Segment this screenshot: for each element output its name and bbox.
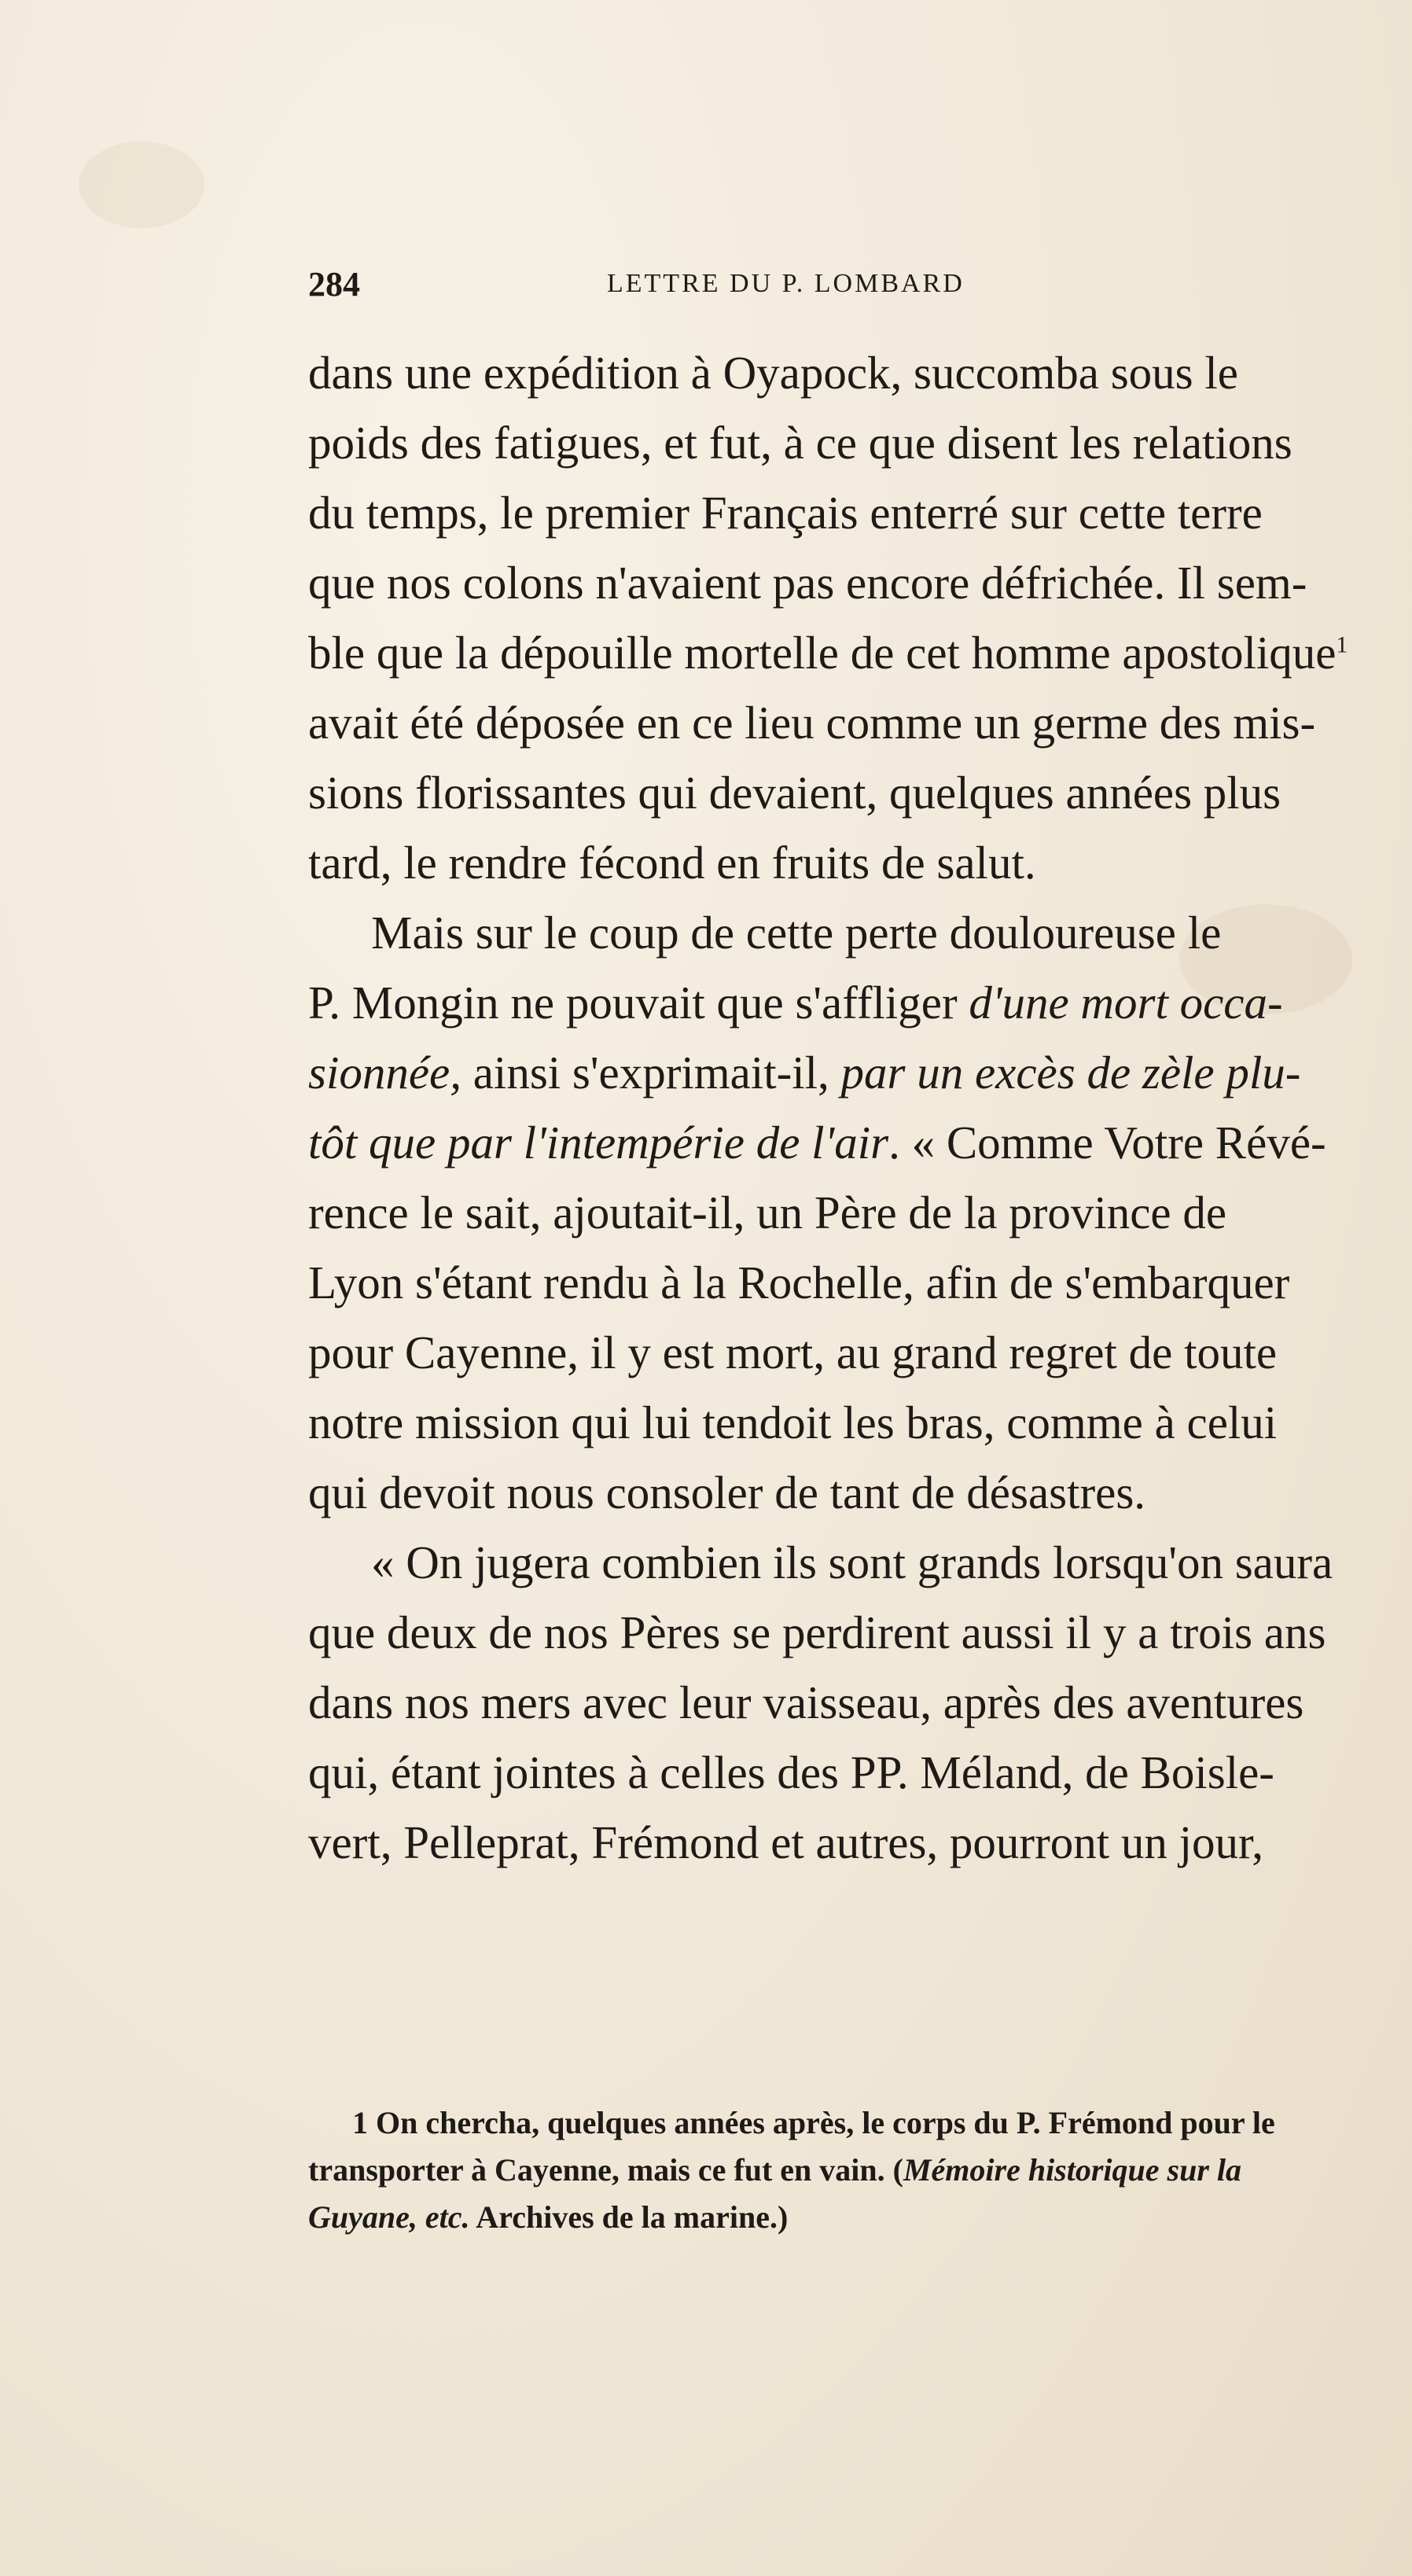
text-line: que nos colons n'avaient pas encore défrichée. Il sem- xyxy=(308,557,1307,609)
text-segment: ble que la dépouille mortelle de cet homme apostolique xyxy=(308,627,1337,679)
paper-stain xyxy=(79,142,204,228)
italic-segment: par un excès de zèle plu- xyxy=(840,1047,1301,1098)
text-segment: ainsi s'exprimait-il, xyxy=(461,1047,841,1098)
running-head: LETTRE DU P. LOMBARD xyxy=(607,269,965,298)
italic-segment: Guyane, etc. xyxy=(308,2199,470,2235)
footnote-line xyxy=(308,2194,1401,2241)
footnote-line xyxy=(308,2147,1401,2194)
text-line xyxy=(308,968,1409,1038)
italic-segment: sionnée, xyxy=(308,1047,461,1098)
text-line: « On jugera combien ils sont grands lorsqu'on saura xyxy=(371,1536,1333,1588)
text-line: avait été déposée en ce lieu comme un germe des mis- xyxy=(308,697,1316,749)
text-line: Lyon s'étant rendu à la Rochelle, afin de s'embarquer xyxy=(308,1257,1290,1308)
italic-segment: tôt que par l'intempérie de l'air xyxy=(308,1117,889,1168)
text-line: qui devoit nous consoler de tant de désastres. xyxy=(308,1466,1146,1518)
text-line xyxy=(308,1108,1409,1178)
text-line: vert, Pelleprat, Frémond et autres, pourront un jour, xyxy=(308,1816,1264,1868)
text-line: tard, le rendre fécond en fruits de salut. xyxy=(308,837,1036,889)
text-line: poids des fatigues, et fut, à ce que disent les relations xyxy=(308,417,1292,469)
text-line: rence le sait, ajoutait-il, un Père de la province de xyxy=(308,1187,1227,1238)
footnote xyxy=(308,2099,1401,2241)
text-segment: transporter à Cayenne, mais ce fut en vain. ( xyxy=(308,2152,903,2188)
text-line xyxy=(308,1038,1409,1108)
text-line: sions florissantes qui devaient, quelques années plus xyxy=(308,767,1281,819)
text-segment: P. Mongin ne pouvait que s'affliger xyxy=(308,977,969,1029)
text-segment: Archives de la marine.) xyxy=(469,2199,789,2235)
text-line xyxy=(308,618,1409,688)
text-line: dans une expédition à Oyapock, succomba sous le xyxy=(308,347,1238,399)
text-line: que deux de nos Pères se perdirent aussi il y a trois ans xyxy=(308,1606,1326,1658)
text-line: du temps, le premier Français enterré sur cette terre xyxy=(308,487,1263,539)
text-line: pour Cayenne, il y est mort, au grand regret de toute xyxy=(308,1327,1278,1378)
text-line: notre mission qui lui tendoit les bras, comme à celui xyxy=(308,1397,1278,1448)
body-text xyxy=(308,338,1409,1878)
footnote-marker: 1 xyxy=(1336,631,1348,658)
italic-segment: Mémoire historique sur la xyxy=(903,2152,1242,2188)
italic-segment: d'une mort occa- xyxy=(969,977,1283,1029)
text-line: Mais sur le coup de cette perte douloureuse le xyxy=(371,907,1222,959)
text-segment: . « Comme Votre Révé- xyxy=(888,1117,1326,1168)
footnote-line: 1 On chercha, quelques années après, le corps du P. Frémond pour le xyxy=(352,2105,1275,2140)
text-line: qui, étant jointes à celles des PP. Méland, de Boisle- xyxy=(308,1746,1274,1798)
page-header xyxy=(308,264,1102,311)
text-line: dans nos mers avec leur vaisseau, après des aventures xyxy=(308,1676,1304,1728)
page-number: 284 xyxy=(308,265,360,304)
